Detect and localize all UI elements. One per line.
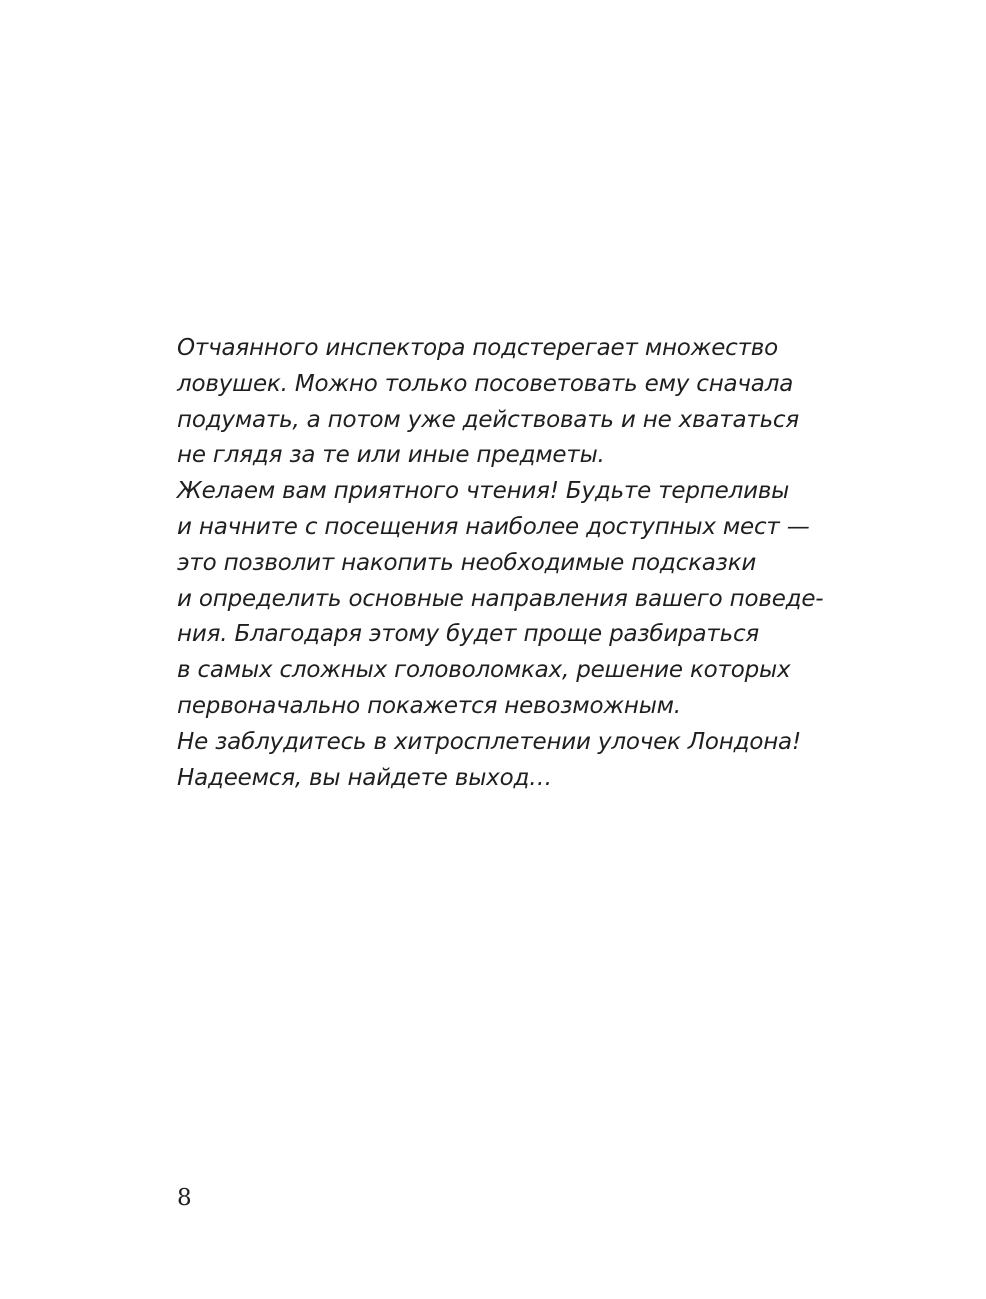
text-line: ловушек. Можно только посоветовать ему сначала: [177, 370, 794, 397]
text-line: Желаем вам приятного чтения! Будьте терпеливы: [177, 478, 790, 505]
text-line: подумать, а потом уже действовать и не хвататься: [177, 406, 800, 433]
text-line: Не заблудитесь в хитросплетении улочек Лондона!: [177, 728, 801, 755]
text-line: это позволит накопить необходимые подсказки: [177, 549, 757, 576]
page-number: 8: [177, 1185, 192, 1211]
text-line: первоначально покажется невозможным.: [177, 692, 681, 719]
text-line: в самых сложных головоломках, решение которых: [177, 657, 791, 684]
text-line: не глядя за те или иные предметы.: [177, 442, 605, 469]
text-line: ния. Благодаря этому будет проще разбираться: [177, 621, 760, 648]
text-line: Отчаянного инспектора подстерегает множество: [177, 335, 779, 361]
text-line: и определить основные направления вашего поведе-: [177, 585, 824, 612]
text-line: Надеемся, вы найдете выход…: [177, 764, 552, 791]
body-text: [177, 331, 877, 796]
text-line: и начните с посещения наиболее доступных мест —: [177, 513, 810, 540]
